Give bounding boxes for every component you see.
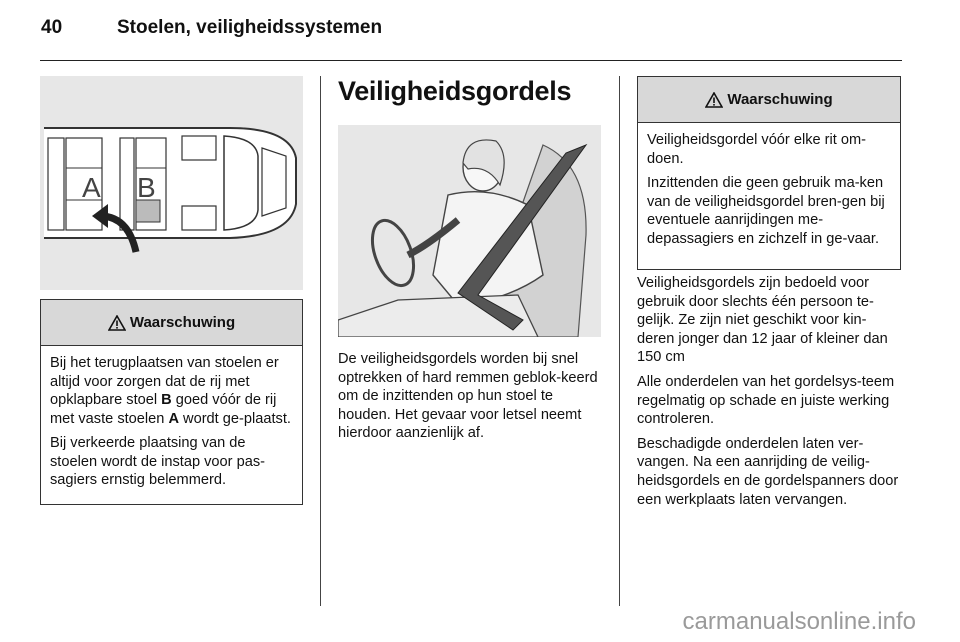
body-paragraph: Veiligheidsgordels zijn bedoeld voor gebruik door slechts één persoon te-gelijk. Ze zijn niet geschikt voor kin-deren jonger dan 12 jaar of kleiner dan 150 cm [637, 275, 888, 366]
warning-paragraph: Inzittenden die geen gebruik ma-ken van de veiligheidsgordel bren-gen bij eventuele aanrijdingen me-depassagiers en zichzelf in ge-vaar. [647, 175, 885, 247]
seat-row-a-label: A [82, 172, 101, 203]
column-divider-2 [619, 76, 620, 606]
warning-triangle-icon [108, 315, 126, 331]
seat-layout-illustration [40, 76, 303, 290]
warning-paragraph [50, 354, 293, 428]
warning-box-seats [40, 299, 303, 505]
section-heading: Veiligheidsgordels [338, 76, 572, 106]
warning-text: Bij het terugplaatsen van stoelen er altijd voor zorgen dat de rij met opklapbare stoel [50, 355, 279, 408]
watermark: carmanualsonline.info [682, 608, 916, 635]
warning-paragraph: Veiligheidsgordel vóór elke rit om-doen. [647, 132, 867, 167]
seat-a-ref: A [168, 410, 179, 427]
warning-box-seatbelt [637, 76, 901, 270]
body-paragraph: Alle onderdelen van het gordelsys-teem regelmatig op schade en juiste werking controleren. [637, 373, 895, 428]
warning-header [638, 77, 900, 123]
seat-b-ref: B [161, 392, 172, 408]
seatbelt-illustration [338, 125, 601, 337]
warning-text: wordt ge-plaatst. [178, 410, 291, 427]
right-column-body [637, 274, 903, 515]
van-topview-drawing [40, 76, 303, 290]
page-number: 40 [41, 17, 63, 38]
column-divider-1 [320, 76, 321, 606]
driver-with-seatbelt-drawing [338, 125, 601, 337]
header-rule [40, 60, 902, 61]
warning-content [638, 123, 900, 260]
warning-content [41, 346, 302, 502]
running-title: Stoelen, veiligheidssystemen [117, 17, 383, 38]
warning-triangle-icon [705, 92, 723, 108]
warning-paragraph: Bij verkeerde plaatsing van de stoelen wordt de instap voor pas-sagiers ernstig belemmerd. [50, 435, 265, 488]
warning-header [41, 300, 302, 346]
warning-title: Waarschuwing [129, 314, 236, 331]
body-paragraph: Beschadigde onderdelen laten ver-vangen. Na een aanrijding de veilig-heidsgordels en de gordelspanners door een werkplaats laten vervangen. [637, 435, 899, 508]
warning-text: goed vóór de rij met vaste stoelen [50, 392, 277, 427]
seat-row-b-label: B [137, 172, 156, 203]
seatbelt-caption: De veiligheidsgordels worden bij snel optrekken of hard remmen geblok-keerd om de inzittenden op hun stoel te houden. Het gevaar voor letsel neemt hierdoor aanzienlijk af. [338, 351, 598, 442]
warning-title: Waarschuwing [727, 91, 833, 108]
